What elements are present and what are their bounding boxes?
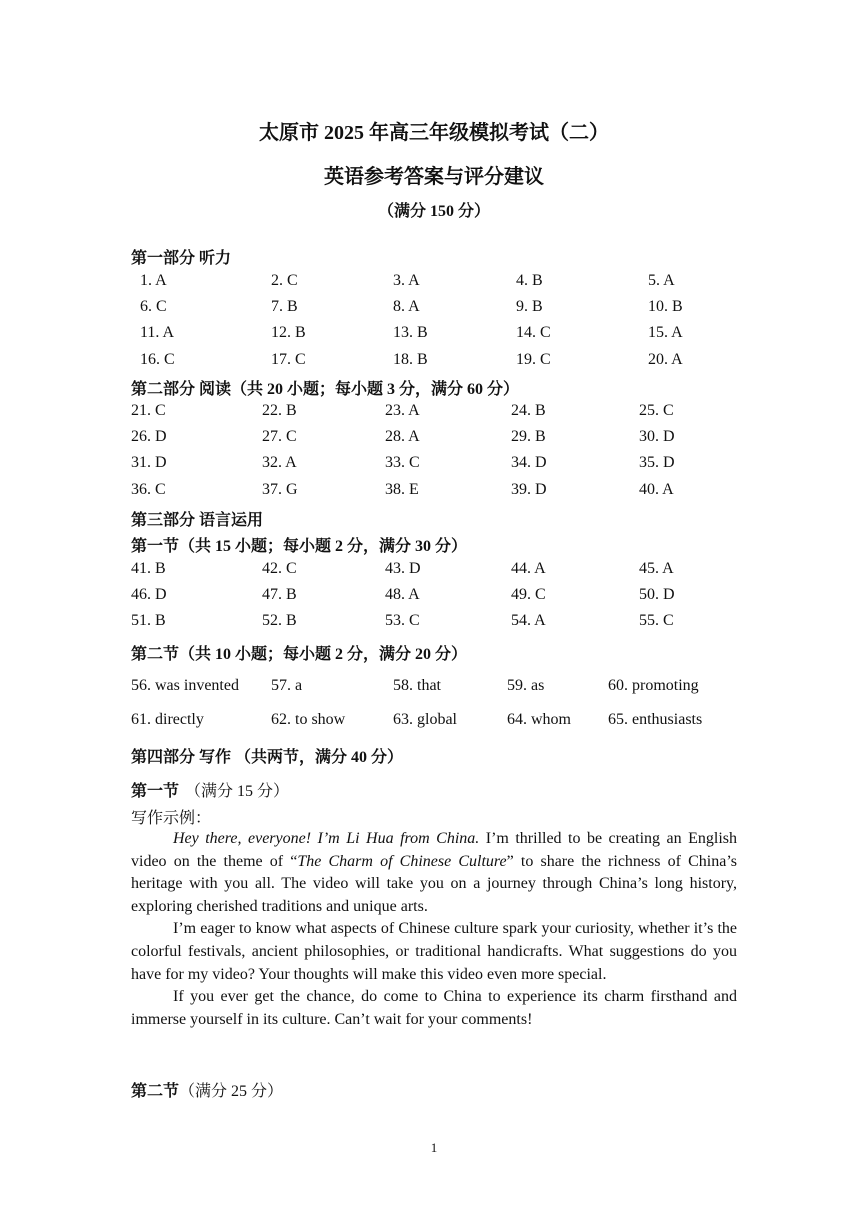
document-subtitle: 英语参考答案与评分建议 xyxy=(324,166,544,188)
answer-item: 9. B xyxy=(516,298,543,316)
essay-paragraph-1 xyxy=(131,828,737,918)
answer-item: 54. A xyxy=(511,612,546,630)
answer-item: 33. C xyxy=(385,454,420,472)
answer-item: 42. C xyxy=(262,560,297,577)
part3-section1-heading: 第一节（共 15 小题；每小题 2 分，满分 30 分） xyxy=(131,538,468,555)
part4-section2-heading: 第二节 xyxy=(131,1083,180,1100)
part4-section2-line xyxy=(131,1078,283,1101)
essay-greeting: Hey there, everyone! I’m Li Hua from China. xyxy=(173,830,480,847)
answer-item: 11. A xyxy=(140,324,175,342)
answer-item: 43. D xyxy=(385,560,421,577)
answer-item: 19. C xyxy=(516,350,551,368)
part4-heading: 第四部分 写作 （共两节，满分 40 分） xyxy=(131,749,404,766)
answer-item: 14. C xyxy=(516,324,551,342)
answer-item: 35. D xyxy=(639,454,675,472)
answer-item: 16. C xyxy=(140,350,175,368)
essay-paragraph-2: I’m eager to know what aspects of Chinese culture spark your curiosity, whether it’s the colorful festivals, ancient philosophies, or traditional handicrafts. What suggestions do you have for my video? Your thoughts will make this video even more special. xyxy=(131,920,737,983)
answer-item: 45. A xyxy=(639,560,674,577)
answer-item: 4. B xyxy=(516,272,543,289)
answer-item: 58. that xyxy=(393,677,441,694)
answer-item: 55. C xyxy=(639,612,674,630)
answer-item: 18. B xyxy=(393,350,428,368)
answer-item: 44. A xyxy=(511,560,546,577)
answer-item: 1. A xyxy=(140,272,167,289)
answer-item: 60. promoting xyxy=(608,677,699,694)
answer-item: 36. C xyxy=(131,480,166,498)
full-score: （满分 150 分） xyxy=(377,203,490,220)
answer-item: 26. D xyxy=(131,428,167,446)
part4-section1-line xyxy=(131,778,289,801)
answer-item: 21. C xyxy=(131,402,166,419)
part4-section1-heading: 第一节 xyxy=(131,783,180,800)
answer-item: 39. D xyxy=(511,480,547,498)
part3-section2-heading: 第二节（共 10 小题；每小题 2 分，满分 20 分） xyxy=(131,646,468,663)
answer-item: 15. A xyxy=(648,324,683,342)
document-title: 太原市 2025 年高三年级模拟考试（二） xyxy=(259,122,609,144)
answer-item: 3. A xyxy=(393,272,420,289)
answer-item: 57. a xyxy=(271,677,303,694)
essay-text: I’m thrilled to be creating an English video on the theme of “ xyxy=(131,830,738,870)
answer-item: 24. B xyxy=(511,402,546,419)
answer-item: 31. D xyxy=(131,454,167,472)
answer-item: 7. B xyxy=(271,298,298,316)
answer-item: 56. was invented xyxy=(131,677,239,694)
essay-text: ” to share the richness of China’s heritage with you all. The video will take you on a journey through China’s long history, exploring cherished traditions and unique arts. xyxy=(131,852,737,915)
answer-item: 53. C xyxy=(385,612,420,630)
answer-item: 25. C xyxy=(639,402,674,419)
page-number: 1 xyxy=(430,1140,438,1155)
answer-item: 29. B xyxy=(511,428,546,446)
answer-item: 10. B xyxy=(648,298,683,316)
part4-section1-score: （满分 15 分） xyxy=(185,783,290,800)
answer-item: 48. A xyxy=(385,586,420,604)
answer-item: 41. B xyxy=(131,560,166,577)
answer-item: 65. enthusiasts xyxy=(608,711,703,728)
answer-item: 38. E xyxy=(385,480,419,498)
answer-item: 30. D xyxy=(639,428,675,446)
answer-item: 22. B xyxy=(262,402,297,419)
answer-item: 23. A xyxy=(385,402,420,419)
answer-item: 34. D xyxy=(511,454,547,472)
sample-label: 写作示例： xyxy=(131,810,212,827)
answer-item: 8. A xyxy=(393,298,420,316)
answer-item: 46. D xyxy=(131,586,167,604)
answer-item: 17. C xyxy=(271,350,306,368)
answer-item: 12. B xyxy=(271,324,306,342)
answer-item: 27. C xyxy=(262,428,297,446)
part3-heading: 第三部分 语言运用 xyxy=(131,512,264,529)
answer-item: 28. A xyxy=(385,428,420,446)
answer-item: 59. as xyxy=(507,677,545,694)
part4-section2-score: （满分 25 分） xyxy=(179,1083,284,1100)
part1-heading: 第一部分 听力 xyxy=(131,250,232,267)
answer-item: 61. directly xyxy=(131,711,204,728)
answer-item: 49. C xyxy=(511,586,546,604)
essay-paragraph-3: If you ever get the chance, do come to China to experience its charm firsthand and immerse yourself in its culture. Can’t wait for your comments! xyxy=(131,988,737,1028)
answer-item: 40. A xyxy=(639,480,674,498)
answer-item: 64. whom xyxy=(507,711,571,728)
answer-item: 13. B xyxy=(393,324,428,342)
answer-item: 51. B xyxy=(131,612,166,630)
answer-item: 63. global xyxy=(393,711,457,728)
answer-item: 62. to show xyxy=(271,711,346,728)
answer-item: 32. A xyxy=(262,454,297,472)
answer-item: 2. C xyxy=(271,272,298,289)
answer-item: 50. D xyxy=(639,586,675,604)
answer-item: 47. B xyxy=(262,586,297,604)
sample-essay xyxy=(131,828,737,1031)
answer-item: 5. A xyxy=(648,272,675,289)
part2-heading: 第二部分 阅读（共 20 小题；每小题 3 分，满分 60 分） xyxy=(131,381,520,398)
answer-item: 6. C xyxy=(140,298,167,316)
answer-item: 37. G xyxy=(262,480,298,498)
answer-item: 20. A xyxy=(648,350,683,368)
answer-item: 52. B xyxy=(262,612,297,630)
essay-theme-title: The Charm of Chinese Culture xyxy=(297,852,507,870)
